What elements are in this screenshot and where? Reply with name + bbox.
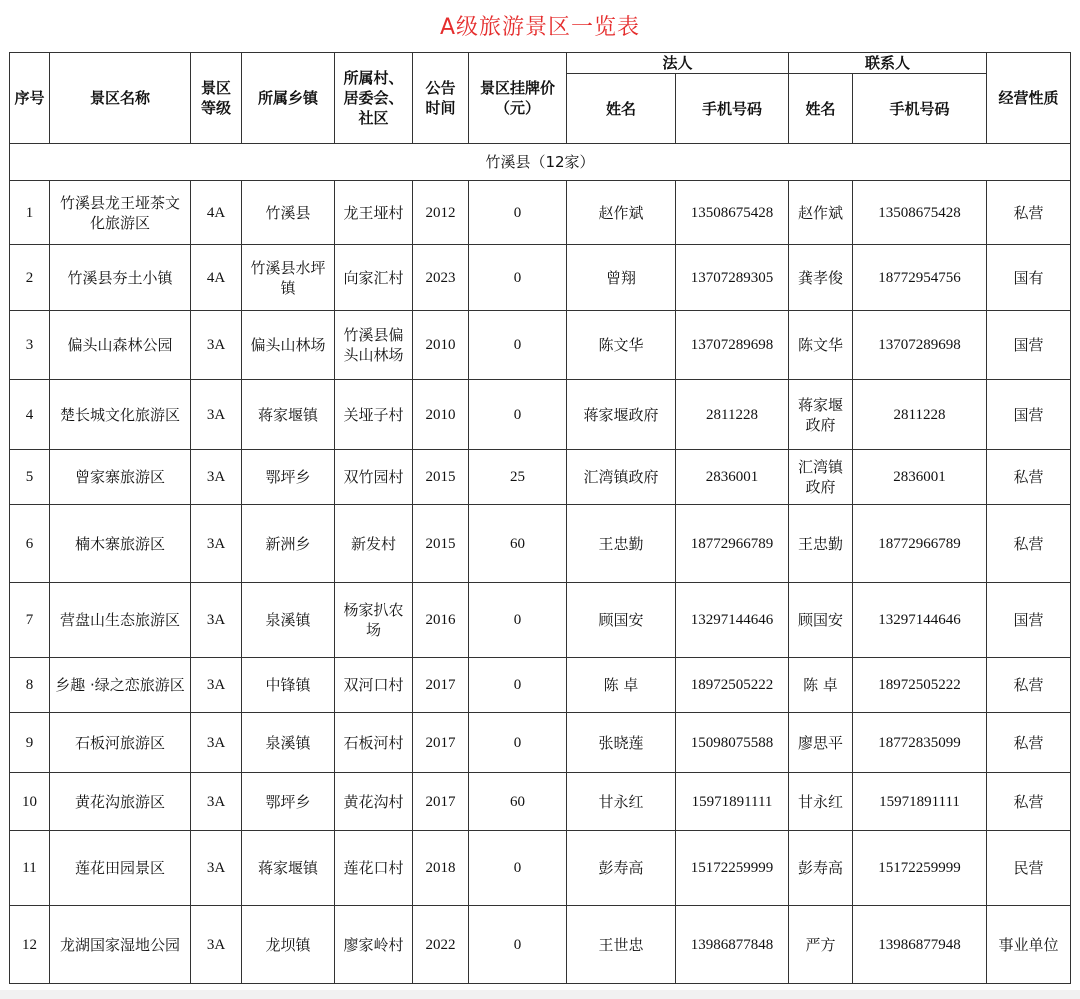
cell-legal-name: 顾国安 — [567, 583, 676, 658]
cell-seq: 11 — [10, 831, 50, 906]
cell-year: 2015 — [413, 450, 469, 505]
cell-town: 偏头山林场 — [242, 311, 335, 380]
cell-price: 0 — [469, 380, 567, 450]
cell-name: 竹溪县龙王垭茶文化旅游区 — [50, 181, 191, 245]
cell-price: 0 — [469, 658, 567, 713]
cell-grade: 4A — [191, 181, 242, 245]
cell-price: 0 — [469, 181, 567, 245]
cell-contact-phone: 13986877948 — [853, 906, 987, 984]
scenic-area-table — [9, 52, 1071, 984]
header-village: 所属村、居委会、社区 — [335, 53, 413, 144]
cell-year: 2022 — [413, 906, 469, 984]
cell-legal-name: 甘永红 — [567, 773, 676, 831]
cell-year: 2016 — [413, 583, 469, 658]
cell-legal-phone: 13508675428 — [676, 181, 789, 245]
cell-seq: 6 — [10, 505, 50, 583]
header-contact-group: 联系人 — [789, 53, 987, 74]
cell-town: 新洲乡 — [242, 505, 335, 583]
cell-price: 25 — [469, 450, 567, 505]
cell-contact-name: 彭寿高 — [789, 831, 853, 906]
cell-seq: 2 — [10, 245, 50, 311]
table-row — [10, 181, 1071, 245]
cell-legal-name: 汇湾镇政府 — [567, 450, 676, 505]
cell-village: 杨家扒农场 — [335, 583, 413, 658]
cell-grade: 3A — [191, 906, 242, 984]
cell-grade: 3A — [191, 713, 242, 773]
cell-year: 2017 — [413, 713, 469, 773]
cell-legal-name: 张晓莲 — [567, 713, 676, 773]
cell-legal-name: 蒋家堰政府 — [567, 380, 676, 450]
cell-contact-name: 陈 卓 — [789, 658, 853, 713]
cell-seq: 3 — [10, 311, 50, 380]
table-row — [10, 713, 1071, 773]
cell-legal-name: 陈文华 — [567, 311, 676, 380]
cell-contact-phone: 15971891111 — [853, 773, 987, 831]
table-row — [10, 906, 1071, 984]
cell-town: 泉溪镇 — [242, 713, 335, 773]
cell-grade: 3A — [191, 583, 242, 658]
cell-contact-name: 王忠勤 — [789, 505, 853, 583]
cell-village: 新发村 — [335, 505, 413, 583]
cell-town: 蒋家堰镇 — [242, 380, 335, 450]
cell-contact-name: 蒋家堰政府 — [789, 380, 853, 450]
cell-grade: 3A — [191, 380, 242, 450]
cell-price: 60 — [469, 505, 567, 583]
cell-seq: 7 — [10, 583, 50, 658]
header-town: 所属乡镇 — [242, 53, 335, 144]
cell-contact-phone: 13297144646 — [853, 583, 987, 658]
cell-village: 向家汇村 — [335, 245, 413, 311]
cell-nature: 国有 — [987, 245, 1071, 311]
cell-seq: 5 — [10, 450, 50, 505]
cell-legal-phone: 2836001 — [676, 450, 789, 505]
header-year: 公告 时间 — [413, 53, 469, 144]
table-row — [10, 311, 1071, 380]
cell-legal-phone: 18772966789 — [676, 505, 789, 583]
cell-year: 2017 — [413, 773, 469, 831]
cell-contact-phone: 2836001 — [853, 450, 987, 505]
cell-town: 竹溪县 — [242, 181, 335, 245]
cell-name: 莲花田园景区 — [50, 831, 191, 906]
header-name: 景区名称 — [50, 53, 191, 144]
cell-legal-name: 陈 卓 — [567, 658, 676, 713]
cell-village: 莲花口村 — [335, 831, 413, 906]
cell-grade: 3A — [191, 450, 242, 505]
cell-legal-phone: 13297144646 — [676, 583, 789, 658]
cell-town: 中锋镇 — [242, 658, 335, 713]
cell-nature: 私营 — [987, 773, 1071, 831]
cell-seq: 9 — [10, 713, 50, 773]
header-nature: 经营性质 — [987, 53, 1071, 144]
cell-contact-name: 严方 — [789, 906, 853, 984]
table-row — [10, 380, 1071, 450]
cell-year: 2023 — [413, 245, 469, 311]
cell-contact-name: 龚孝俊 — [789, 245, 853, 311]
cell-town: 鄂坪乡 — [242, 773, 335, 831]
table-row — [10, 831, 1071, 906]
cell-legal-phone: 13986877848 — [676, 906, 789, 984]
header-grade: 景区等级 — [191, 53, 242, 144]
cell-year: 2010 — [413, 380, 469, 450]
cell-legal-name: 王世忠 — [567, 906, 676, 984]
bottom-strip — [0, 990, 1080, 999]
cell-name: 石板河旅游区 — [50, 713, 191, 773]
cell-name: 竹溪县夯土小镇 — [50, 245, 191, 311]
cell-grade: 4A — [191, 245, 242, 311]
cell-contact-phone: 18772966789 — [853, 505, 987, 583]
cell-town: 龙坝镇 — [242, 906, 335, 984]
cell-village: 龙王垭村 — [335, 181, 413, 245]
cell-year: 2015 — [413, 505, 469, 583]
cell-legal-phone: 18972505222 — [676, 658, 789, 713]
cell-price: 0 — [469, 831, 567, 906]
table-row — [10, 773, 1071, 831]
cell-nature: 国营 — [987, 311, 1071, 380]
cell-price: 0 — [469, 906, 567, 984]
cell-contact-name: 顾国安 — [789, 583, 853, 658]
cell-seq: 1 — [10, 181, 50, 245]
cell-year: 2010 — [413, 311, 469, 380]
cell-nature: 私营 — [987, 450, 1071, 505]
cell-contact-phone: 13508675428 — [853, 181, 987, 245]
header-price: 景区挂牌价（元） — [469, 53, 567, 144]
cell-town: 泉溪镇 — [242, 583, 335, 658]
cell-nature: 事业单位 — [987, 906, 1071, 984]
cell-name: 楚长城文化旅游区 — [50, 380, 191, 450]
cell-legal-phone: 13707289305 — [676, 245, 789, 311]
cell-legal-phone: 15971891111 — [676, 773, 789, 831]
cell-contact-name: 陈文华 — [789, 311, 853, 380]
group-row — [10, 144, 1071, 181]
cell-legal-phone: 2811228 — [676, 380, 789, 450]
cell-name: 营盘山生态旅游区 — [50, 583, 191, 658]
header-legal-phone: 手机号码 — [676, 74, 789, 144]
group-label: 竹溪县（12家） — [10, 144, 1071, 181]
cell-name: 楠木寨旅游区 — [50, 505, 191, 583]
cell-legal-name: 彭寿高 — [567, 831, 676, 906]
cell-name: 龙湖国家湿地公园 — [50, 906, 191, 984]
header-legal-group: 法人 — [567, 53, 789, 74]
cell-contact-phone: 15172259999 — [853, 831, 987, 906]
table-row — [10, 505, 1071, 583]
cell-town: 蒋家堰镇 — [242, 831, 335, 906]
cell-seq: 4 — [10, 380, 50, 450]
cell-nature: 私营 — [987, 181, 1071, 245]
cell-village: 双河口村 — [335, 658, 413, 713]
cell-legal-phone: 15172259999 — [676, 831, 789, 906]
cell-contact-name: 赵作斌 — [789, 181, 853, 245]
cell-grade: 3A — [191, 831, 242, 906]
cell-legal-name: 赵作斌 — [567, 181, 676, 245]
header-legal-name: 姓名 — [567, 74, 676, 144]
cell-legal-name: 王忠勤 — [567, 505, 676, 583]
page-title: A级旅游景区一览表 — [439, 15, 641, 40]
table-row — [10, 450, 1071, 505]
cell-price: 0 — [469, 713, 567, 773]
cell-name: 偏头山森林公园 — [50, 311, 191, 380]
cell-village: 石板河村 — [335, 713, 413, 773]
cell-grade: 3A — [191, 505, 242, 583]
cell-legal-phone: 15098075588 — [676, 713, 789, 773]
cell-village: 双竹园村 — [335, 450, 413, 505]
cell-year: 2018 — [413, 831, 469, 906]
cell-contact-phone: 18972505222 — [853, 658, 987, 713]
table-row — [10, 583, 1071, 658]
table-row — [10, 245, 1071, 311]
cell-nature: 民营 — [987, 831, 1071, 906]
cell-name: 曾家寨旅游区 — [50, 450, 191, 505]
cell-contact-phone: 18772835099 — [853, 713, 987, 773]
cell-town: 鄂坪乡 — [242, 450, 335, 505]
cell-contact-phone: 18772954756 — [853, 245, 987, 311]
cell-legal-name: 曾翔 — [567, 245, 676, 311]
cell-village: 竹溪县偏头山林场 — [335, 311, 413, 380]
header-contact-name: 姓名 — [789, 74, 853, 144]
cell-seq: 8 — [10, 658, 50, 713]
cell-contact-name: 甘永红 — [789, 773, 853, 831]
cell-town: 竹溪县水坪镇 — [242, 245, 335, 311]
cell-seq: 10 — [10, 773, 50, 831]
cell-grade: 3A — [191, 773, 242, 831]
cell-village: 黄花沟村 — [335, 773, 413, 831]
cell-contact-phone: 13707289698 — [853, 311, 987, 380]
cell-grade: 3A — [191, 311, 242, 380]
cell-contact-phone: 2811228 — [853, 380, 987, 450]
cell-price: 0 — [469, 311, 567, 380]
cell-contact-name: 廖思平 — [789, 713, 853, 773]
cell-year: 2017 — [413, 658, 469, 713]
cell-price: 60 — [469, 773, 567, 831]
cell-nature: 国营 — [987, 380, 1071, 450]
cell-village: 关垭子村 — [335, 380, 413, 450]
cell-village: 廖家岭村 — [335, 906, 413, 984]
cell-price: 0 — [469, 245, 567, 311]
header-contact-phone: 手机号码 — [853, 74, 987, 144]
header-seq: 序号 — [10, 53, 50, 144]
cell-contact-name: 汇湾镇政府 — [789, 450, 853, 505]
cell-name: 黄花沟旅游区 — [50, 773, 191, 831]
cell-nature: 国营 — [987, 583, 1071, 658]
cell-seq: 12 — [10, 906, 50, 984]
cell-name: 乡趣 ·绿之恋旅游区 — [50, 658, 191, 713]
cell-legal-phone: 13707289698 — [676, 311, 789, 380]
cell-nature: 私营 — [987, 658, 1071, 713]
cell-year: 2012 — [413, 181, 469, 245]
cell-grade: 3A — [191, 658, 242, 713]
table-row — [10, 658, 1071, 713]
cell-nature: 私营 — [987, 713, 1071, 773]
cell-price: 0 — [469, 583, 567, 658]
cell-nature: 私营 — [987, 505, 1071, 583]
